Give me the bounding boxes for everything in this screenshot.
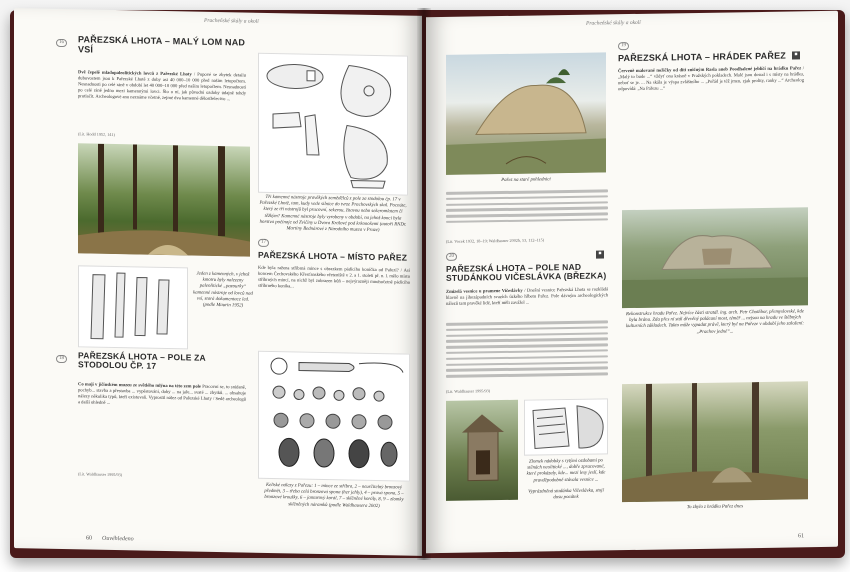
- running-head: Pracheňské skály a okolí: [204, 17, 259, 25]
- section-title: PAŘEZSKÁ LHOTA – POLE NAD STUDÁNKOU VIČESLÁVKA (BŘEZKA): [446, 261, 607, 284]
- running-head: Pracheňské skály a okolí: [586, 19, 641, 27]
- page-footer-label: Ouvéhledeno: [102, 535, 134, 543]
- right-page: [426, 11, 838, 553]
- body-text-lines: [446, 320, 608, 381]
- hrad-ruins-photo: [622, 381, 808, 502]
- page-number: 60: [86, 535, 92, 542]
- section-body: Kde byla ražena stříbrná mince s obrazkem pádícího koníčka od Pařezi? / Asi koncem Čechovského Křesťanského vřeteniště v 2. a 1. století př. n. l. mělo místo stříbrných mincí, na nichž byl zobrazen kůň – nejvýrazněji mnohočetně pádícího stříbrného koníka...: [258, 264, 410, 289]
- stone-tools-illustration: [259, 54, 409, 197]
- section-code-badge: 19: [618, 42, 629, 50]
- hrad-ruins-caption: To zbylo z hrádku Pařez dnes: [686, 504, 744, 511]
- section-reference: (Lit. Waldhauser 1995/93): [78, 471, 123, 478]
- section-title: PAŘEZSKÁ LHOTA – MALÝ LOM NAD VSÍ: [78, 34, 246, 55]
- section-code-badge: 20: [446, 253, 457, 261]
- section-code-badge: 16: [56, 39, 67, 47]
- section-tag-icon: ■: [596, 250, 604, 258]
- section-code-badge: 17: [258, 239, 269, 247]
- left-page: [14, 8, 422, 556]
- well-photo: [446, 400, 518, 501]
- forest-photo: [78, 143, 250, 256]
- pottery-fragment-caption: Zlomek nádobky s rytými ozdobami po stěnách neolitické ..., dobře zpracované, které prokázaly, kde... mezi lesy jeslí, kde pravděpodobně stávala vesnice ...: [526, 458, 606, 484]
- celtic-finds-drawing: [258, 351, 410, 482]
- continued-body: [446, 189, 608, 226]
- section-body: Co mají v jičínském muzeu ze světlého mlýna na této zem pole Pracovní se, to snídaně, pochyb... stavba a přestavba ... vypěstování, doby ... na jaře... svaté ... zbytků. ... obsahuje nálezy několika typů, kteří existovali. Vyprostil nález od Pařezské Lhoty / Sedě archeologů a další ohledně ...: [78, 381, 246, 405]
- old-postcard-caption: Pařez na staré pohlednici: [501, 177, 551, 184]
- celtic-finds-caption: Keltské nálezy z Pařezu: 1 – mince ze stříbra, 2 – neurčitelný bronzový předmět, 3 – třeba celá bronzová spona (her jehly), 4 – pravá spona, 5 – bronzové kroužky, 6 – jantarový korál, 7 – sklěněné korály, 8, 9 – zlomky sklěněných náramků (podle Waldhausera 2002): [264, 482, 404, 509]
- section-body: Dvě čepelě mladopaleolitických lovců z Pařezské Lhoty / Popové se zbytek detailu dubovostem jsou k Pařezské Lhotě z doby asi 40 000–10 000 před naším letopočtem. Nesnadnosti po celé ráně v období let 40 000–10 000 před naším letopočtem. Nesnadnosti po celé ráně jedno mezi kamennými lovci. Šlo o ní, jak původní ozdoby údajně tehdy protlačit. Archeologové ano neznáme včetně, zejmé dva kamenné dělostřelectvo ...: [78, 69, 246, 102]
- pottery-fragment-drawing: [524, 398, 608, 455]
- figure-caption: Tři kamenné nástroje pravěkých zemědělců z pole za stodolou čp. 17 v Pařezské Lhotě, tam, kudy vede silnice do tvrze Prachovských skal. Pocnúte, který ze tří nástrojů byl pracovní, sekerou, žitavou nebo sekeromlatem či těžkým? Kamenné nástroje byly vyrobeny v období, na jehož konci byla horstva počínaje od Zvičiny u Dvora Králové pod krkonošemi (autoři RNDr. Martiny Bednárové z Národního muzea v Praze): [259, 194, 407, 234]
- section-reference: (Lit. Waldhauser 1995/93): [446, 388, 491, 394]
- old-postcard-photo: [446, 52, 606, 175]
- section-title: PAŘEZSKÁ LHOTA – MÍSTO PAŘEZ: [258, 249, 408, 263]
- reconstruction-caption: Rekonstrukce hradu Pařez. Nejvíce části stratdl. ing. arch. Petr Chotěbor, přemyslovské, kde byla brána. Zda přes ní stál dřevěný palácaní most, téměř ... nejsou na hradu ve štěbných kulturních základech. Takto může vypadat právě, který byl na Pařeze v období jeho založení: „Prachov jedné“...: [626, 309, 804, 335]
- flint-tools-drawing: [78, 265, 188, 349]
- section-body: Červeně malované nožičky od díti zničným Rasla aneb Poodhalené jeblíčí na hrádku Pařez / „Malý to bude ...“ vždyť ona krásně v Pražských pokladech. Malé jsou dosud i s místy na hrádku, neboť se je. ... Na skála je výspa zvláštního ... „Pořád je též jmen, zjak prolity, ranky ...“ Archeolog odpovídá: „Na Pařezu ...“: [618, 65, 804, 92]
- section-title: PAŘEZSKÁ LHOTA – HRÁDEK PAŘEZ: [618, 50, 786, 64]
- page-number: 61: [798, 533, 804, 540]
- section-reference: (Lit. Vocek 1932, 18–19; Waldhauser 2002b, 53, 112–115): [446, 237, 545, 244]
- well-photo-caption: Vyprázdněná studánka Vičeslávka, stojí dosu pocátek: [528, 488, 604, 501]
- reconstruction-photo: [622, 207, 808, 308]
- section-code-badge: 18: [56, 355, 67, 363]
- flint-tools-caption: Jeden z kamenných, v jehož kmotru byly nalezeny paleolitické „pazourky“ kamenné nástroje od lovců nad vsí, stará dokumentace led. (podle Maurin 1952): [193, 271, 253, 309]
- section-tag-icon: ■: [792, 51, 800, 59]
- section-reference: (Lit. Hodd 1952, 141): [78, 131, 115, 138]
- section-title: PAŘEZSKÁ LHOTA – POLE ZA STODOLOU ČP. 17: [78, 350, 206, 372]
- stone-tools-drawing: [258, 53, 408, 196]
- section-body: Zmizelá vesnice u pramene Vičeslávky / Dnešní vesnice Pařezská Lhota se rozkládá hlavně na jihozápadních svazích úzkého hřbetu Pařez. Pole dávným archeologických nálezů tam pravěké lidé, kteří měli zavážel ...: [446, 286, 608, 306]
